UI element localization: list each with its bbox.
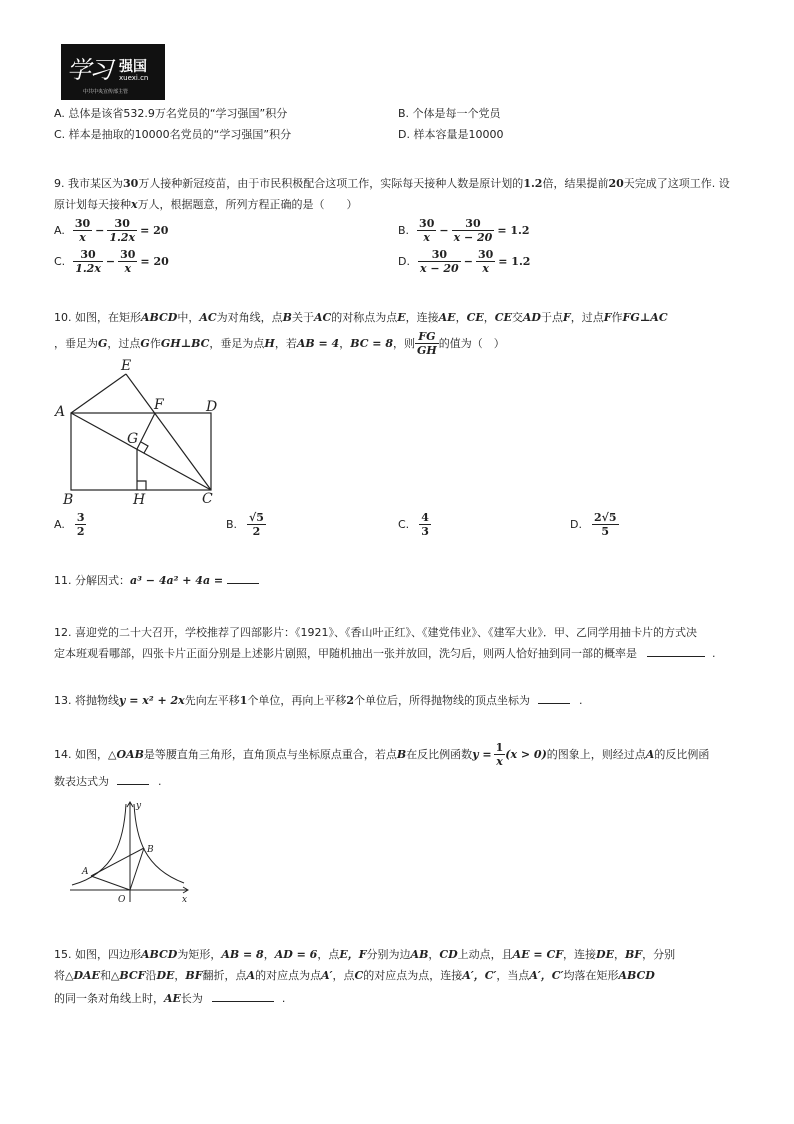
fig-label-x: x bbox=[182, 895, 188, 905]
q9-option-c: C. $\frac{30}{1.2x}$ − $\frac{30}{x}$ = 20 bbox=[54, 247, 169, 275]
q14-figure bbox=[64, 798, 198, 908]
q9-option-d: D. $\frac{30}{x - 20}$ − $\frac{30}{x}$ = 1.2 bbox=[398, 247, 531, 275]
fig-label-f: F bbox=[154, 397, 164, 413]
q15-answer-blank[interactable] bbox=[212, 991, 274, 1002]
q12-answer-blank[interactable] bbox=[647, 646, 705, 657]
logo-brand: 强国 bbox=[119, 59, 147, 75]
q9-stem-line2: 原计划每天接种x万人，根据题意，所列方程正确的是（ ） bbox=[54, 198, 358, 211]
q12-stem-line2: 定本班观看哪部，四张卡片正面分别是上述影片剧照，甲随机抽出一张并放回，洗匀后，则两人恰好抽到同一部的概率是 . bbox=[54, 647, 716, 660]
logo-script-text: 学习 bbox=[67, 56, 111, 84]
right-angle-h bbox=[137, 481, 146, 490]
fig-label-a: A bbox=[82, 867, 89, 877]
fig-label-h: H bbox=[133, 492, 146, 508]
q15-stem-line1: 15. 如图，四边形ABCD为矩形，AB = 8，AD = 6，点E，F分别为边AB，CD上动点，且AE = CF，连接DE，BF，分别 bbox=[54, 948, 676, 961]
q9-stem-line1: 9. 我市某区为30万人接种新冠疫苗，由于市民积极配合这项工作，实际每天接种人数是原计划的1.2倍，结果提前20天完成了这项工作. 设 bbox=[54, 177, 730, 190]
q14-answer-blank[interactable] bbox=[117, 774, 149, 785]
q8-option-c: C. 样本是抽取的10000名党员的“学习强国”积分 bbox=[54, 128, 292, 141]
logo-site: xuexi.cn bbox=[119, 74, 149, 82]
curve-right bbox=[134, 804, 184, 883]
q12-stem-line1: 12. 喜迎党的二十大召开，学校推荐了四部影片：《1921》、《香山叶正红》、《建党伟业》、《建军大业》．甲、乙同学用抽卡片的方式决 bbox=[54, 626, 697, 639]
q10-option-c: C. $\frac{4}{3}$ bbox=[398, 510, 429, 538]
fig-label-c: C bbox=[202, 491, 213, 507]
seg-ec bbox=[126, 374, 211, 490]
fig-label-b: B bbox=[147, 845, 154, 855]
q14-stem-line1: 14. 如图， △OAB 是等腰直角三角形，直角顶点与坐标原点重合，若点 B 在反比例函数 y = $\frac{1}{x}$ (x > 0) 的图象上，则经过点 A 的反比例函 bbox=[54, 740, 710, 768]
q15-stem-line3: 的同一条对角线上时，AE长为 . bbox=[54, 992, 286, 1005]
fig-label-g: G bbox=[127, 431, 139, 447]
q10-option-b: B. $\frac{√5}{2}$ bbox=[226, 510, 264, 538]
xuexi-logo bbox=[61, 44, 165, 100]
q10-stem-line2: ，垂足为 G ，过点 G 作 GH⊥BC ，垂足为点 H ，若 AB = 4 ， BC = 8 ，则 $\frac{FG}{GH}$ 的值为（ ） bbox=[54, 329, 505, 357]
fig-label-b: B bbox=[63, 492, 74, 508]
q8-option-a: A. 总体是该省532.9万名党员的“学习强国”积分 bbox=[54, 107, 288, 120]
q14-stem-line2: 数表达式为 . bbox=[54, 775, 162, 788]
fig-label-o: O bbox=[118, 895, 126, 905]
logo-tagline: 中共中央宣传部主管 bbox=[83, 89, 129, 95]
fig-label-e: E bbox=[121, 358, 132, 374]
q11-answer-blank[interactable] bbox=[227, 573, 259, 584]
seg-ae bbox=[71, 374, 126, 413]
q8-option-d: D. 样本容量是10000 bbox=[398, 128, 504, 141]
fig-label-d: D bbox=[206, 399, 218, 415]
curve-left bbox=[72, 804, 126, 885]
seg-ac bbox=[71, 413, 211, 490]
fig-label-a: A bbox=[55, 404, 66, 420]
q10-figure bbox=[50, 352, 230, 510]
q8-option-b: B. 个体是每一个党员 bbox=[398, 107, 501, 120]
q13-stem: 13. 将抛物线y = x² + 2x先向左平移1个单位，再向上平移2个单位后，所得抛物线的顶点坐标为 . bbox=[54, 694, 583, 707]
right-angle-g bbox=[141, 442, 148, 453]
seg-oa bbox=[91, 876, 130, 890]
seg-fg bbox=[137, 413, 155, 449]
q9-option-a: A. $\frac{30}{x}$ − $\frac{30}{1.2x}$ = 20 bbox=[54, 216, 169, 244]
q9-option-b: B. $\frac{30}{x}$ − $\frac{30}{x - 20}$ = 1.2 bbox=[398, 216, 530, 244]
q11-stem: 11. 分解因式：a³ − 4a² + 4a = bbox=[54, 573, 259, 588]
q15-stem-line2: 将△DAE和△BCF沿DE，BF翻折，点A的对应点为点A′，点C的对应点为点，连接A′，C′，当点A′，C′均落在矩形ABCD bbox=[54, 969, 655, 982]
fig-label-y: y bbox=[136, 801, 142, 811]
q13-answer-blank[interactable] bbox=[538, 693, 570, 704]
q10-stem-line1: 10. 如图，在矩形ABCD中，AC为对角线，点B关于AC的对称点为点E，连接AE，CE，CE交AD于点F，过点F作FG⊥AC bbox=[54, 311, 668, 324]
q10-option-a: A. $\frac{3}{2}$ bbox=[54, 510, 85, 538]
q10-option-d: D. $\frac{2√5}{5}$ bbox=[570, 510, 617, 538]
